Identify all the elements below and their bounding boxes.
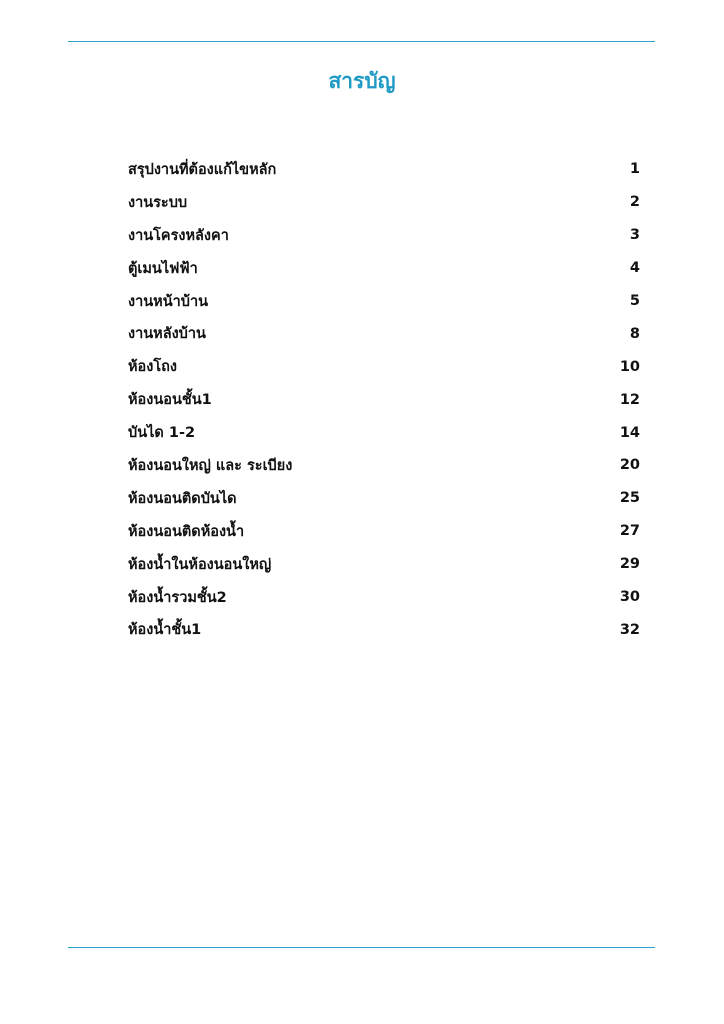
table-of-contents	[128, 153, 640, 646]
toc-entry-title: บันได 1-2	[128, 425, 196, 442]
toc-entry-page: 20	[619, 457, 640, 474]
toc-entry-page: 27	[619, 523, 640, 540]
toc-entry[interactable]	[128, 285, 640, 318]
toc-entry-title: ห้องนอนติดห้องน้ำ	[128, 523, 245, 540]
toc-entry[interactable]	[128, 482, 640, 515]
toc-entry-title: ห้องนอนติดบันได	[128, 490, 237, 507]
toc-entry-page: 10	[619, 358, 640, 375]
toc-entry-page: 2	[629, 194, 640, 211]
bottom-divider	[68, 947, 655, 948]
toc-entry-page: 14	[619, 424, 640, 441]
toc-entry[interactable]	[128, 153, 640, 186]
toc-entry-title: ห้องน้ำรวมชั้น2	[128, 589, 227, 606]
toc-entry-page: 32	[619, 621, 640, 638]
toc-entry[interactable]	[128, 186, 640, 219]
toc-entry[interactable]	[128, 613, 640, 646]
toc-entry[interactable]	[128, 581, 640, 614]
toc-entry[interactable]	[128, 317, 640, 350]
toc-entry[interactable]	[128, 350, 640, 383]
toc-entry-page: 5	[629, 293, 640, 309]
toc-entry-title: ห้องนอนชั้น1	[128, 392, 212, 409]
toc-entry-page: 3	[629, 227, 640, 244]
toc-entry-page: 12	[619, 391, 640, 408]
toc-entry-title: ห้องโถง	[128, 359, 177, 376]
toc-entry-title: ห้องน้ำชั้น1	[128, 622, 202, 639]
toc-entry-title: สรุปงานที่ต้องแก้ไขหลัก	[128, 161, 277, 178]
toc-entry-title: ตู้เมนไฟฟ้า	[128, 260, 198, 277]
toc-entry[interactable]	[128, 416, 640, 449]
toc-entry[interactable]	[128, 252, 640, 285]
toc-entry[interactable]	[128, 219, 640, 252]
toc-entry-page: 29	[619, 556, 640, 573]
toc-entry-title: ห้องนอนใหญ่ และ ระเบียง	[128, 457, 293, 474]
toc-entry-page: 4	[629, 260, 640, 277]
toc-entry-page: 30	[619, 589, 640, 606]
toc-entry-title: งานหน้าบ้าน	[128, 293, 209, 310]
toc-entry[interactable]	[128, 449, 640, 482]
top-divider	[68, 41, 655, 42]
toc-entry[interactable]	[128, 548, 640, 581]
toc-entry-title: งานโครงหลังคา	[128, 227, 229, 244]
toc-entry-page: 25	[619, 490, 640, 507]
toc-entry-title: งานระบบ	[128, 194, 188, 211]
toc-entry-title: ห้องน้ำในห้องนอนใหญ่	[128, 556, 272, 573]
page-title: สารบัญ	[328, 69, 396, 93]
toc-entry-title: งานหลังบ้าน	[128, 326, 206, 343]
toc-entry-page: 1	[629, 161, 640, 178]
toc-entry[interactable]	[128, 383, 640, 416]
toc-entry-page: 8	[629, 325, 640, 342]
toc-entry[interactable]	[128, 515, 640, 548]
